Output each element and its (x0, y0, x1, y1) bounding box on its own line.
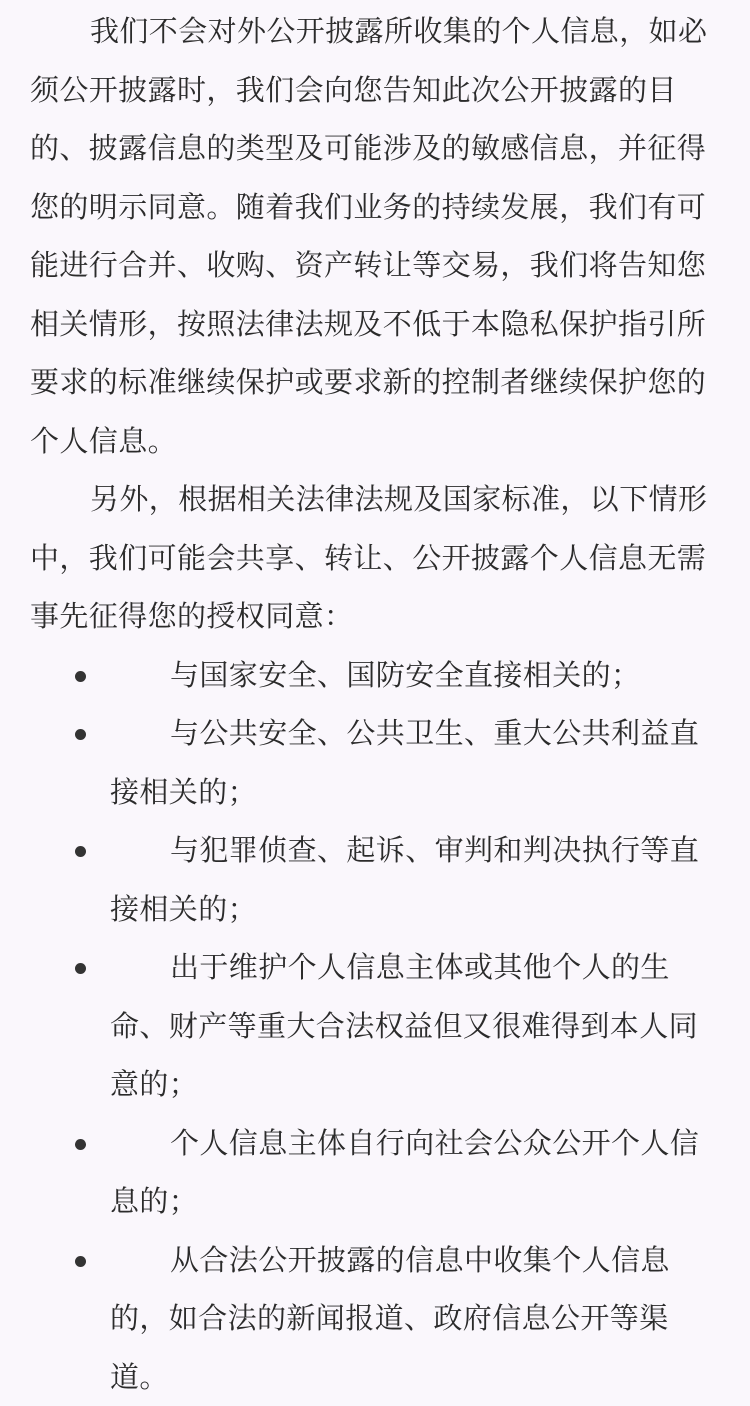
list-item-text: 与犯罪侦查、起诉、审判和判决执行等直接相关的； (110, 833, 699, 926)
list-item (30, 821, 726, 938)
list-item-text: 与国家安全、国防安全直接相关的； (170, 658, 640, 692)
list-item (30, 1231, 726, 1406)
list-item (30, 938, 726, 1114)
bullet-dot-icon (75, 729, 86, 740)
list-item-text: 出于维护个人信息主体或其他个人的生命、财产等重大合法权益但又很难得到本人同意的； (110, 950, 698, 1101)
list-item (30, 646, 726, 705)
paragraph-exceptions-intro: 另外，根据相关法律法规及国家标准，以下情形中，我们可能会共享、转让、公开披露个人信息无需事先征得您的授权同意： (30, 470, 726, 646)
bullet-dot-icon (75, 963, 86, 974)
bullet-dot-icon (75, 1256, 86, 1267)
list-item-text: 与公共安全、公共卫生、重大公共利益直接相关的； (110, 716, 699, 809)
bullet-dot-icon (75, 846, 86, 857)
paragraph-disclosure: 我们不会对外公开披露所收集的个人信息，如必须公开披露时，我们会向您告知此次公开披露的目的、披露信息的类型及可能涉及的敏感信息，并征得您的明示同意。随着我们业务的持续发展，我们有可能进行合并、收购、资产转让等交易，我们将告知您相关情形，按照法律法规及不低于本隐私保护指引所要求的标准继续保护或要求新的控制者继续保护您的个人信息。 (30, 2, 726, 470)
bullet-dot-icon (75, 1139, 86, 1150)
bullet-dot-icon (75, 671, 86, 682)
list-item (30, 704, 726, 821)
document-page (0, 2, 750, 1336)
exceptions-list (30, 646, 726, 1406)
list-item-text: 从合法公开披露的信息中收集个人信息的，如合法的新闻报道、政府信息公开等渠道。 (110, 1243, 670, 1394)
list-item (30, 1114, 726, 1231)
list-item-text: 个人信息主体自行向社会公众公开个人信息的； (110, 1126, 699, 1219)
